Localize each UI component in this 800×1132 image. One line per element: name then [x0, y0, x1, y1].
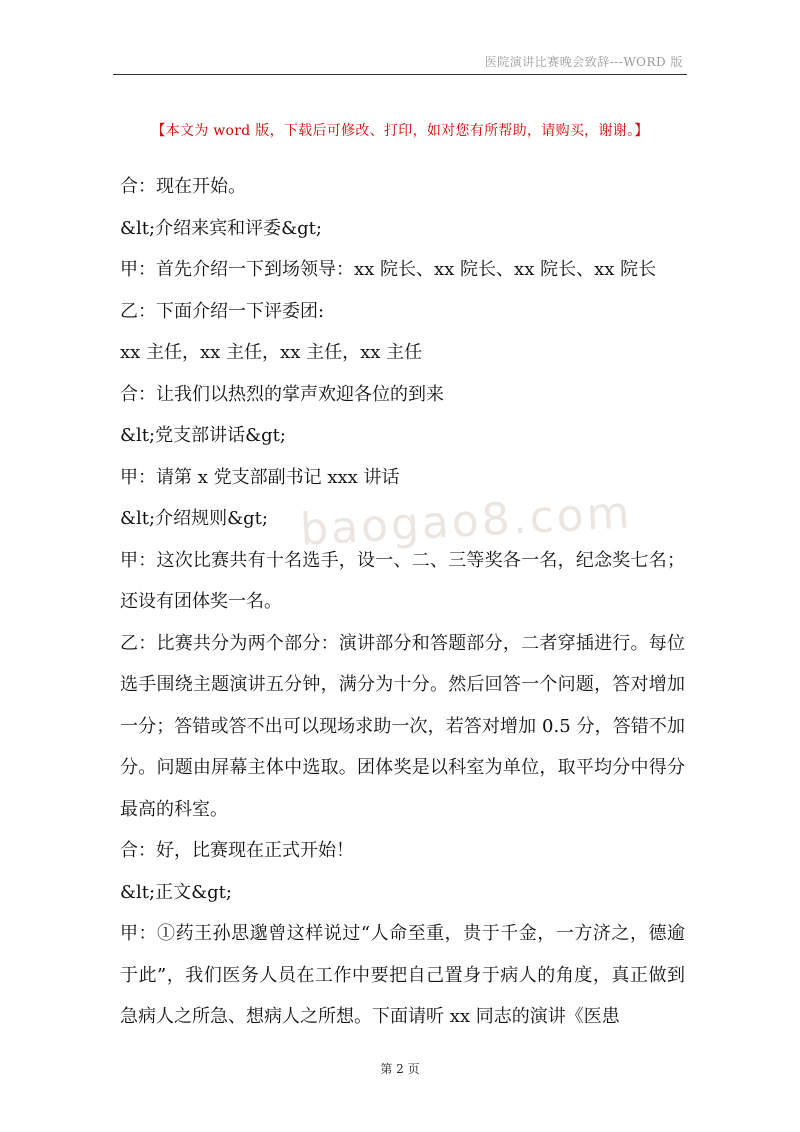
download-notice: 【本文为 word 版，下载后可修改、打印，如对您有所帮助，请购买，谢谢。】 — [151, 123, 649, 139]
paragraph: &lt;介绍来宾和评委&gt; — [120, 217, 322, 239]
paragraph: 合：好，比赛现在正式开始！ — [120, 840, 354, 861]
page-number: 第 2 页 — [380, 1062, 420, 1076]
paragraph: 乙：比赛共分为两个部分：演讲部分和答题部分，二者穿插进行。每位选手围绕主题演讲五分钟，满分为十分。然后回答一个问题，答对增加一分；答错或答不出可以现场求助一次，若答对增加 0.5 分，答错不加分。问题由屏幕主体中选取。团体奖是以科室为单位，取平均分中得分最高的科室。 — [120, 632, 685, 820]
paragraph: 甲：请第 x 党支部副书记 xxx 讲话 — [120, 466, 400, 488]
paragraph: 合：现在开始。 — [120, 176, 246, 197]
page-header-title: 医院演讲比赛晚会致辞---WORD 版 — [484, 55, 683, 69]
document-body — [120, 166, 685, 1038]
paragraph: 甲：首先介绍一下到场领导：xx 院长、xx 院长、xx 院长、xx 院长 — [120, 259, 657, 280]
paragraph: &lt;党支部讲话&gt; — [120, 425, 286, 446]
paragraph: 甲：①药王孙思邈曾这样说过“人命至重，贵于千金，一方济之，德逾于此”，我们医务人员在工作中要把自己置身于病人的角度，真正做到急病人之所急、想病人之所想。下面请听 xx 同志的演讲《医患 — [120, 923, 685, 1027]
paragraph: 甲：这次比赛共有十名选手，设一、二、三等奖各一名，纪念奖七名；还设有团体奖一名。 — [120, 549, 685, 612]
paragraph: xx 主任，xx 主任，xx 主任，xx 主任 — [120, 342, 423, 363]
paragraph: &lt;介绍规则&gt; — [120, 508, 268, 529]
paragraph: 合：让我们以热烈的掌声欢迎各位的到来 — [120, 383, 444, 405]
paragraph: &lt;正文&gt; — [120, 881, 232, 903]
watermark: baogao8.com — [298, 487, 634, 556]
paragraph: 乙：下面介绍一下评委团: — [120, 300, 325, 322]
header-divider — [113, 74, 687, 75]
